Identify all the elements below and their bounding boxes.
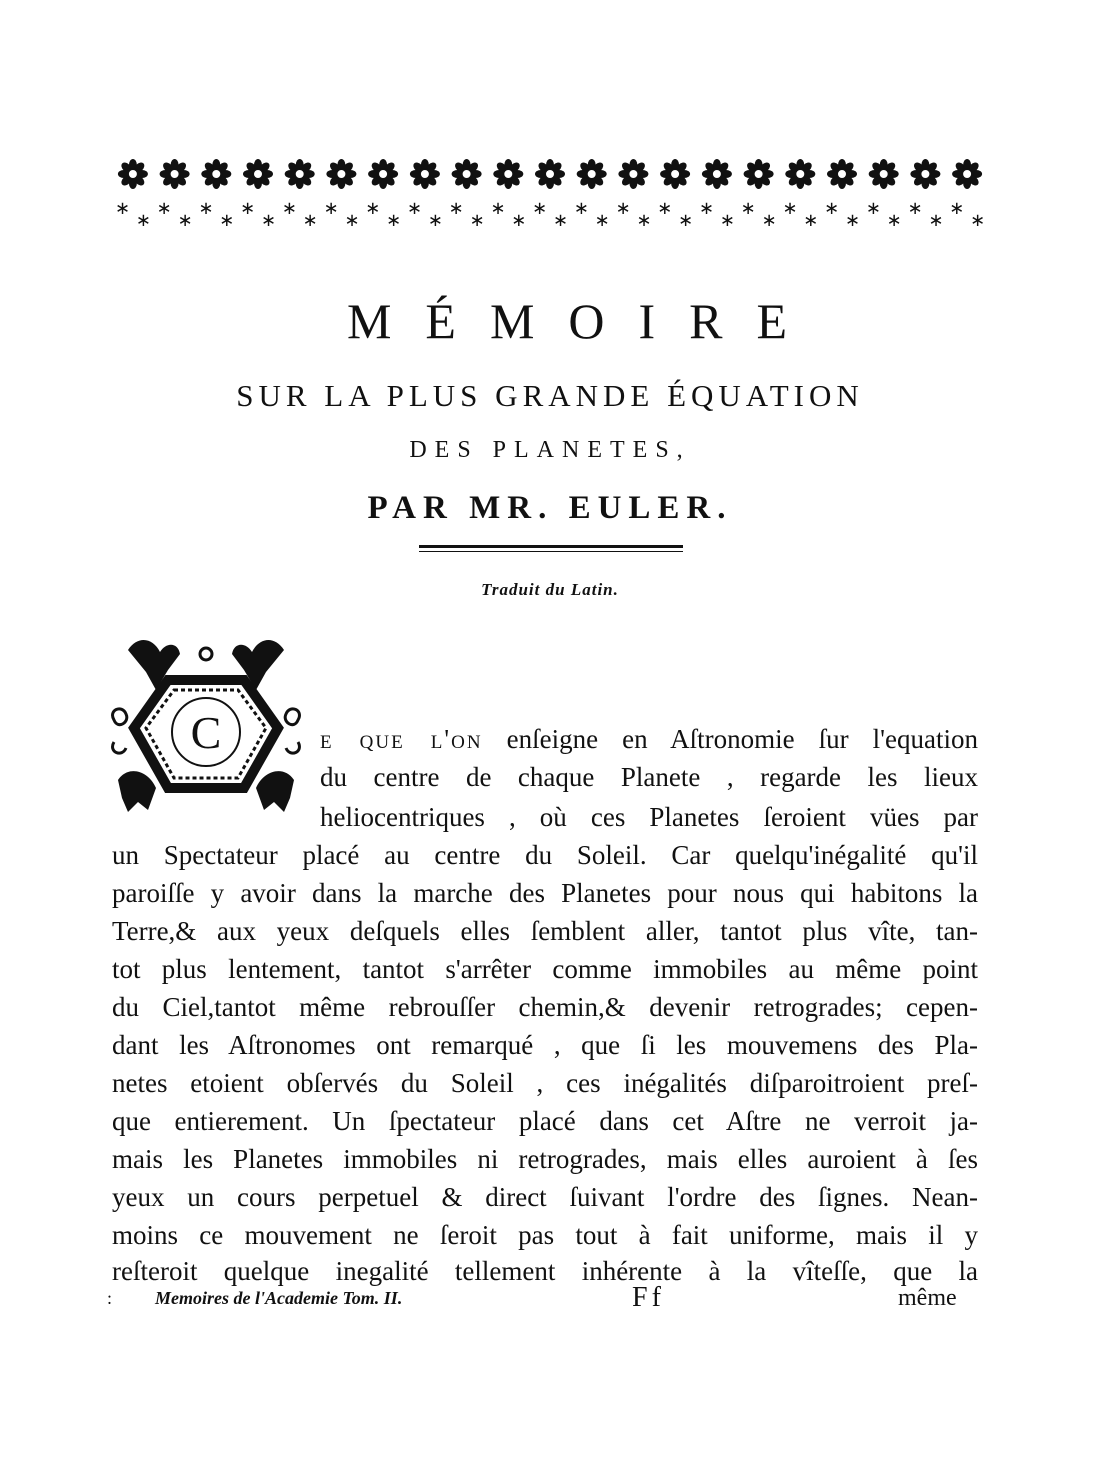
fleuron-icon (285, 159, 315, 189)
fleuron-icon (452, 159, 482, 189)
title-rule (419, 545, 683, 548)
footer-tick: : (107, 1288, 113, 1308)
star-icon: ∗ (719, 210, 735, 231)
star-icon: ∗ (594, 210, 610, 231)
text-line: dant les Aſtronomes ont remarqué , que ſi les mouvemens des Pla- (112, 1030, 978, 1060)
fleuron-icon (869, 159, 899, 189)
text-line: du centre de chaque Planete , regarde les lieux (320, 762, 978, 792)
star-icon: ∗ (907, 198, 923, 219)
fleuron-icon (744, 159, 774, 189)
fleuron-icon (577, 159, 607, 189)
star-icon: ∗ (260, 210, 276, 231)
star-icon: ∗ (365, 198, 381, 219)
title-author: PAR MR. EULER. (367, 490, 733, 526)
fleuron-icon (368, 159, 398, 189)
text-line: tot plus lentement, tantot s'arrêter comme immobiles au même point (112, 954, 978, 984)
star-icon: ∗ (323, 198, 339, 219)
star-icon: ∗ (636, 210, 652, 231)
star-icon: ∗ (156, 198, 172, 219)
star-icon: ∗ (949, 198, 965, 219)
star-icon: ∗ (824, 198, 840, 219)
star-icon: ∗ (678, 210, 694, 231)
star-icon: ∗ (740, 198, 756, 219)
star-icon: ∗ (114, 198, 130, 219)
text-line (320, 722, 978, 756)
star-icon: ∗ (427, 210, 443, 231)
star-icon: ∗ (219, 210, 235, 231)
star-icon: ∗ (448, 198, 464, 219)
star-icon: ∗ (886, 210, 902, 231)
star-icon: ∗ (469, 210, 485, 231)
fleuron-icon (702, 159, 732, 189)
text-line: heliocentriques , où ces Planetes ſeroient vües par (320, 802, 978, 832)
drop-cap-letter: C (190, 707, 222, 758)
star-icon: ∗ (281, 198, 297, 219)
drop-cap-ornament (108, 630, 304, 826)
title-rule-thin (419, 551, 683, 552)
fleuron-icon (201, 159, 231, 189)
fleuron-border (112, 152, 988, 232)
fleuron-icon (493, 159, 523, 189)
text-line: du Ciel,tantot même rebrouſſer chemin,& devenir retrogrades; cepen- (112, 992, 978, 1022)
text-line: mais les Planetes immobiles ni retrogrades, mais elles auroient à ſes (112, 1144, 978, 1174)
star-icon: ∗ (344, 210, 360, 231)
footer-signature: Memoires de l'Academie Tom. II. (155, 1288, 403, 1308)
fleuron-icon (618, 159, 648, 189)
title-main: MÉMOIRE (346, 293, 822, 349)
fleuron-icon (410, 159, 440, 189)
star-icon: ∗ (552, 210, 568, 231)
text-line: yeux un cours perpetuel & direct ſuivant l'ordre des ſignes. Nean- (112, 1182, 978, 1212)
star-icon: ∗ (240, 198, 256, 219)
fleuron-icon (910, 159, 940, 189)
gathering-mark: Ff (632, 1282, 665, 1313)
star-icon: ∗ (928, 210, 944, 231)
star-icon: ∗ (615, 198, 631, 219)
fleuron-icon (952, 159, 982, 189)
fleuron-icon (118, 159, 148, 189)
fleuron-icon (243, 159, 273, 189)
star-icon: ∗ (698, 198, 714, 219)
star-icon: ∗ (970, 210, 986, 231)
star-icon: ∗ (573, 198, 589, 219)
text-line: moins ce mouvement ne ſeroit pas tout à fait uniforme, mais il y (112, 1220, 978, 1250)
fleuron-icon (535, 159, 565, 189)
star-icon: ∗ (386, 210, 402, 231)
title-subtitle: SUR LA PLUS GRANDE ÉQUATION (236, 378, 864, 413)
translation-note: Traduit du Latin. (481, 580, 619, 599)
star-icon: ∗ (177, 210, 193, 231)
fleuron-icon (785, 159, 815, 189)
catchword: même (898, 1285, 957, 1311)
star-icon: ∗ (490, 198, 506, 219)
fleuron-icon (160, 159, 190, 189)
text-line-content: enſeigne en Aſtronomie ſur l'equation (506, 724, 979, 754)
text-line: un Spectateur placé au centre du Soleil. Car quelqu'inégalité qu'il (112, 840, 978, 870)
text-line: netes etoient obſervés du Soleil , ces inégalités diſparoitroient preſ- (112, 1068, 978, 1098)
star-icon: ∗ (657, 198, 673, 219)
title-subtitle-2: DES PLANETES, (409, 437, 691, 463)
text-line: paroiſſe y avoir dans la marche des Planetes pour nous qui habitons la (112, 878, 978, 908)
star-icon: ∗ (198, 198, 214, 219)
fleuron-icon (827, 159, 857, 189)
text-line: Terre,& aux yeux deſquels elles ſemblent aller, tantot plus vîte, tan- (112, 916, 978, 946)
star-icon: ∗ (782, 198, 798, 219)
text-line: reſteroit quelque inegalité tellement inhérente à la vîteſſe, que la (112, 1256, 978, 1286)
star-icon: ∗ (844, 210, 860, 231)
fleuron-icon (660, 159, 690, 189)
fleuron-icon (326, 159, 356, 189)
text-line: que entierement. Un ſpectateur placé dans cet Aſtre ne verroit ja- (112, 1106, 978, 1136)
star-icon: ∗ (803, 210, 819, 231)
star-icon: ∗ (406, 198, 422, 219)
star-icon: ∗ (511, 210, 527, 231)
star-icon: ∗ (532, 198, 548, 219)
star-icon: ∗ (302, 210, 318, 231)
star-icon: ∗ (135, 210, 151, 231)
star-icon: ∗ (761, 210, 777, 231)
first-words: e que l'on (320, 724, 483, 754)
star-icon: ∗ (865, 198, 881, 219)
